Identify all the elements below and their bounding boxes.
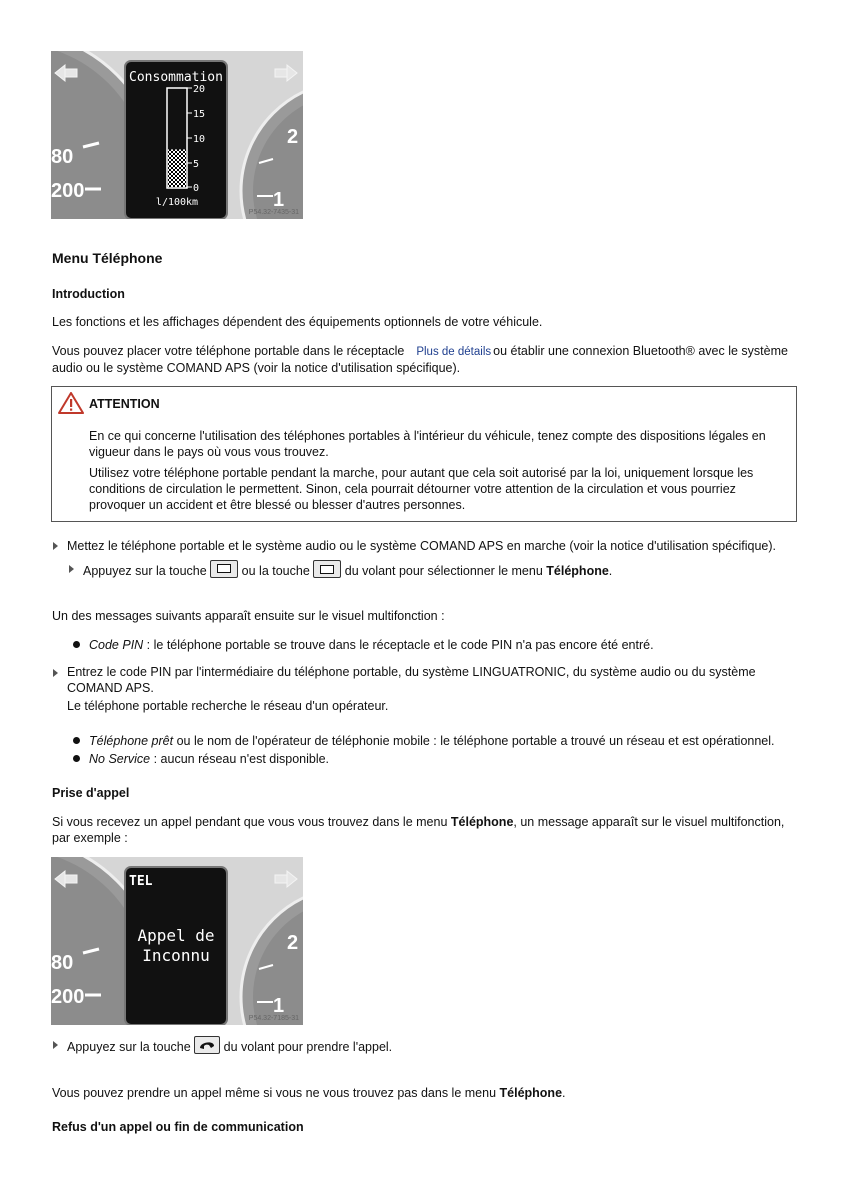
warning-paragraph-2: Utilisez votre téléphone portable pendant la marche, pour autant que cela soit autorisé par la loi, uniquement lorsque les conditions de circulation le permettent. Sinon, cela pourrait détourner votre attention de la circulation et vous pourriez provoquer un accident et être blessé ou blesser d'autres personnes. (89, 466, 754, 512)
warning-title: ATTENTION (89, 397, 160, 411)
accept-call-key-icon (194, 1036, 220, 1054)
final-text-a: Vous pouvez prendre un appel même si vous ne vous trouvez pas dans le menu (52, 1086, 497, 1100)
warning-box (51, 386, 797, 522)
tel-header: TEL (129, 874, 153, 889)
step-arrow-icon (53, 542, 58, 550)
scale-20: 20 (193, 84, 206, 95)
call-heading: Prise d'appel (52, 786, 130, 800)
consumption-title: Consommation (129, 70, 223, 85)
consumption-unit: l/100km (155, 197, 199, 208)
call-text-a: Si vous recevez un appel pendant que vous vous trouvez dans le menu (52, 815, 448, 829)
intro-paragraph-1: Les fonctions et les affichages dépendent des équipements optionnels de votre véhicule. (52, 315, 543, 329)
bullet2-text: ou le nom de l'opérateur de téléphonie mobile : le téléphone portable a trouvé un réseau et est opérationnel. (173, 734, 775, 748)
phone-menu-up-key-icon (210, 560, 238, 578)
incoming-call-display-figure (51, 857, 303, 1025)
scale-5: 5 (193, 159, 200, 170)
step-3-result: Le téléphone portable recherche le réseau d'un opérateur. (67, 699, 389, 713)
intro-heading: Introduction (52, 287, 125, 301)
bullet-icon (73, 737, 80, 744)
bullet3-text: : aucun réseau n'est disponible. (150, 752, 330, 766)
incoming-line-2: Inconnu (142, 946, 210, 965)
details-link[interactable]: Plus de détails (416, 346, 492, 358)
left-gauge-200: 200 (51, 180, 85, 202)
consumption-display-figure (51, 51, 303, 219)
warning-triangle-icon (58, 392, 84, 414)
step2-end: . (608, 564, 613, 578)
step2-text-c: du volant pour sélectionner le menu (344, 564, 543, 578)
step-1: Mettez le téléphone portable et le système audio ou le système COMAND APS en marche (voir la notice d'utilisation spécifique). (67, 539, 776, 553)
messages-intro: Un des messages suivants apparaît ensuite sur le visuel multifonction : (52, 609, 445, 623)
final-paragraph (52, 1085, 796, 1101)
final-menu-name: Téléphone (499, 1086, 563, 1100)
substep-arrow-icon (69, 565, 74, 573)
refuse-heading: Refus d'un appel ou fin de communication (52, 1120, 304, 1134)
step2-menu-name: Téléphone (546, 564, 609, 578)
right-gauge-2: 2 (287, 932, 299, 954)
intro-p2-text-a: Vous pouvez placer votre téléphone portable dans le réceptacle (52, 344, 405, 358)
step-arrow-icon (53, 669, 58, 677)
step2-text-a: Appuyez sur la touche (83, 564, 207, 578)
bullet1-em: Code PIN (89, 638, 144, 652)
phone-menu-down-key-icon (313, 560, 341, 578)
intro-p2-text-b: ou établir une connexion Bluetooth® avec le système audio ou le système COMAND APS (voir la notice d'utilisation spécifique). (52, 344, 788, 375)
intro-paragraph-2 (52, 343, 796, 376)
bullet-icon (73, 641, 80, 648)
incoming-line-1: Appel de (137, 926, 215, 945)
step-arrow-icon (53, 1041, 58, 1049)
step-2 (83, 560, 783, 579)
bullet1-text: : le téléphone portable se trouve dans le réceptacle et le code PIN n'a pas encore été entré. (143, 638, 654, 652)
scale-10: 10 (193, 134, 206, 145)
call-menu-name: Téléphone (450, 815, 514, 829)
scale-0: 0 (193, 183, 200, 194)
final-end: . (562, 1086, 566, 1100)
call-text-b: , un message apparaît sur le visuel multifonction, par exemple : (52, 815, 785, 845)
bullet3-em: No Service (89, 752, 151, 766)
step4-text-b: du volant pour prendre l'appel. (223, 1040, 393, 1054)
warning-paragraph-1: En ce qui concerne l'utilisation des téléphones portables à l'intérieur du véhicule, tenez compte des dispositions légales en vigueur dans le pays où vous vous trouvez. (89, 429, 766, 459)
scale-15: 15 (193, 109, 206, 120)
call-paragraph (52, 814, 796, 846)
bullet2-em: Téléphone prêt (89, 734, 174, 748)
right-gauge-2: 2 (287, 126, 299, 148)
consumption-level-bar (168, 149, 186, 187)
left-gauge-200: 200 (51, 986, 85, 1008)
step2-text-b: ou la touche (241, 564, 310, 578)
step-4 (67, 1036, 767, 1055)
message-phone-ready (89, 733, 809, 749)
message-no-service (89, 751, 809, 767)
step4-text-a: Appuyez sur la touche (67, 1040, 191, 1054)
figure-ref: P54.32-7185-31 (248, 1015, 299, 1022)
section-title: Menu Téléphone (52, 250, 163, 266)
left-gauge-80: 80 (51, 146, 74, 168)
bullet-icon (73, 755, 80, 762)
figure-ref: P54.32-7435-31 (248, 209, 299, 216)
message-code-pin (89, 637, 809, 653)
right-gauge-1: 1 (273, 995, 285, 1017)
left-gauge-80: 80 (51, 952, 74, 974)
right-gauge-1: 1 (273, 189, 285, 211)
step-3: Entrez le code PIN par l'intermédiaire du téléphone portable, du système LINGUATRONIC, du système audio ou du système COMAND APS. (67, 665, 756, 695)
